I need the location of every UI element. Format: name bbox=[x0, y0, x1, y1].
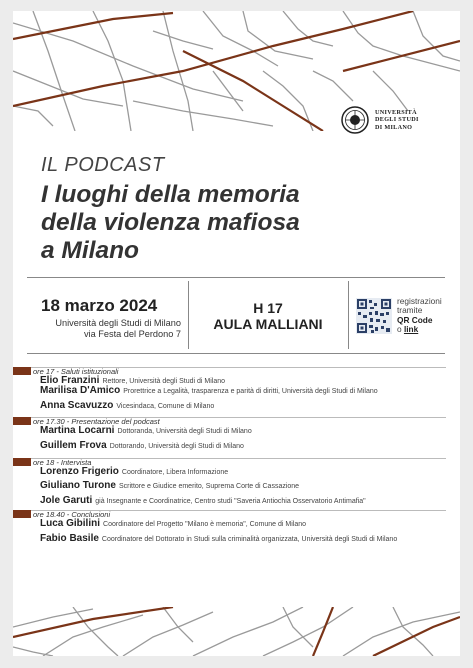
registration-info bbox=[397, 297, 442, 335]
divider-top bbox=[27, 277, 445, 278]
speaker-role: Rettore, Università degli Studi di Milano bbox=[102, 378, 226, 385]
event-room: AULA MALLIANI bbox=[213, 316, 323, 332]
program-section bbox=[13, 416, 460, 451]
event-time-room bbox=[188, 300, 348, 332]
program bbox=[13, 366, 460, 547]
registration-line: registrazioni bbox=[397, 296, 442, 306]
kicker: IL PODCAST bbox=[41, 154, 165, 176]
speaker bbox=[40, 532, 444, 544]
speaker-name: Jole Garuti bbox=[40, 494, 93, 506]
speaker-name: Elio Franzini bbox=[40, 375, 100, 386]
university-seal-icon bbox=[341, 106, 369, 134]
section-header bbox=[13, 457, 460, 467]
speaker-role: Vicesindaca, Comune di Milano bbox=[116, 402, 215, 410]
speaker bbox=[40, 494, 444, 506]
university-name-line: UNIVERSITÀ bbox=[375, 108, 417, 116]
title-line: della violenza mafiosa bbox=[41, 209, 300, 236]
speaker-name: Luca Gibilini bbox=[40, 518, 101, 530]
section-marker bbox=[13, 417, 31, 425]
section-marker bbox=[13, 367, 31, 375]
speaker-name: Martina Locarni bbox=[40, 425, 115, 437]
speaker bbox=[40, 427, 444, 436]
speaker-name: Anna Scavuzzo bbox=[40, 399, 114, 411]
speaker-name: Lorenzo Frigerio bbox=[40, 466, 119, 478]
divider-bottom bbox=[27, 353, 445, 354]
speaker bbox=[40, 399, 444, 411]
section-header bbox=[13, 366, 460, 376]
street-map-bottom bbox=[13, 607, 460, 656]
registration-link[interactable]: link bbox=[403, 324, 419, 335]
qr-code-icon[interactable] bbox=[356, 298, 392, 334]
event-title bbox=[41, 181, 441, 265]
registration-or: o bbox=[397, 324, 402, 335]
speaker-role: Coordinatore del Dottorato in Studi sulla criminalità organizzata, Università degli Studi di Milano bbox=[101, 535, 398, 543]
university-logo bbox=[341, 106, 419, 134]
speaker-role: Dottorando, Università degli Studi di Milano bbox=[109, 442, 244, 450]
venue-line: via Festa del Perdono 7 bbox=[83, 329, 181, 339]
speaker bbox=[40, 439, 444, 451]
title-line: I luoghi della memoria bbox=[41, 181, 300, 208]
university-name bbox=[375, 109, 419, 132]
event-date: 18 marzo 2024 bbox=[41, 296, 158, 315]
title-line: a Milano bbox=[41, 237, 140, 264]
speaker-name: Giuliano Turone bbox=[40, 480, 116, 492]
speaker-name: Guillem Frova bbox=[40, 439, 107, 451]
program-section bbox=[13, 457, 460, 506]
speaker-role: Coordinatore, Libera Informazione bbox=[121, 469, 229, 477]
speaker-name: Fabio Basile bbox=[40, 532, 99, 544]
speaker bbox=[40, 468, 444, 477]
speaker bbox=[40, 520, 444, 529]
section-marker bbox=[13, 458, 31, 466]
divider-right bbox=[348, 281, 349, 349]
university-name-line: DI MILANO bbox=[375, 123, 413, 131]
university-name-line: DEGLI STUDI bbox=[375, 116, 419, 124]
registration-qr-label: QR Code bbox=[397, 314, 433, 325]
event-hour: H 17 bbox=[253, 300, 283, 316]
section-header bbox=[13, 416, 460, 426]
program-section bbox=[13, 366, 460, 411]
section-label: ore 17.30 - Presentazione del podcast bbox=[33, 417, 160, 427]
section-header bbox=[13, 509, 460, 519]
section-marker bbox=[13, 510, 31, 518]
speaker-role: Coordinatore del Progetto "Milano è memoria", Comune di Milano bbox=[103, 521, 307, 529]
speaker-role: già Insegnante e Coordinatrice, Centro studi "Saveria Antiochia Osservatorio Antimafia" bbox=[95, 497, 366, 505]
speaker-role: Prorettrice a Legalità, trasparenza e parità di diritti, Università degli Studi di Milano bbox=[123, 388, 378, 396]
event-venue bbox=[41, 318, 181, 340]
speaker-role: Scrittore e Giudice emerito, Suprema Corte di Cassazione bbox=[118, 483, 300, 491]
speaker-name: Marilisa D'Amico bbox=[40, 385, 121, 397]
program-section bbox=[13, 509, 460, 544]
section-rule bbox=[31, 458, 446, 459]
speaker bbox=[40, 482, 444, 491]
section-label: ore 18 - Intervista bbox=[33, 458, 92, 468]
poster bbox=[13, 11, 460, 656]
speaker bbox=[40, 387, 444, 396]
venue-line: Università degli Studi di Milano bbox=[55, 318, 181, 328]
registration-line: tramite bbox=[397, 305, 423, 316]
speaker-role: Dottoranda, Università degli Studi di Milano bbox=[117, 428, 252, 436]
section-label: ore 17 - Saluti istituzionali bbox=[33, 367, 119, 376]
section-label: ore 18.40 - Conclusioni bbox=[33, 510, 111, 520]
